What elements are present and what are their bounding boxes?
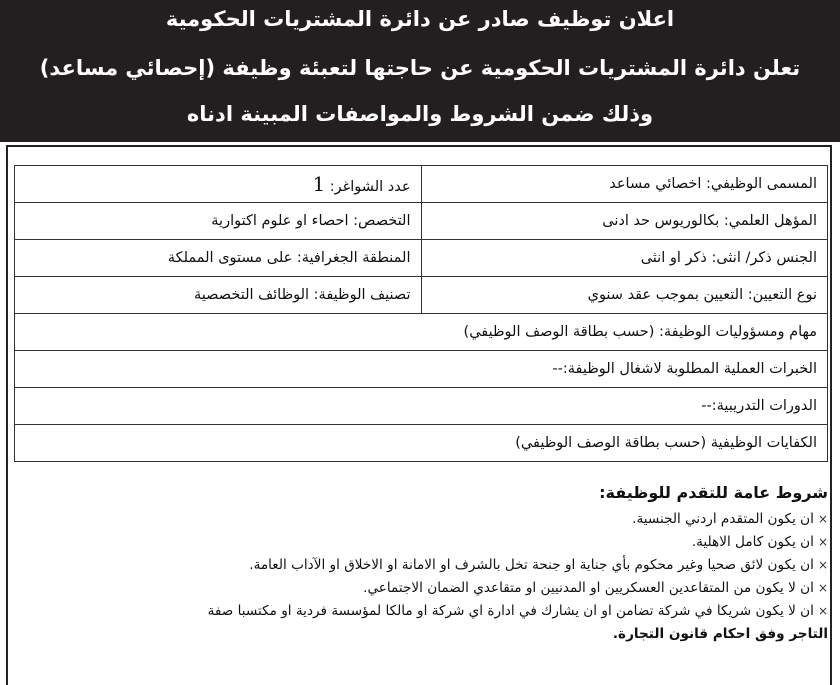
competencies-cell: الكفايات الوظيفية (حسب بطاقة الوصف الوظيفي) xyxy=(15,425,828,462)
x-icon: × xyxy=(817,535,828,549)
header-subtitle: تعلن دائرة المشتريات الحكومية عن حاجتها لتعبئة وظيفة (إحصائي مساعد) xyxy=(39,56,801,80)
vacancies-value: 1 xyxy=(312,172,326,196)
condition-text: ان يكون لائق صحيا وغير محكوم بأي جناية او جنحة تخل بالشرف او الامانة او الاخلاق او الآداب العامة. xyxy=(249,557,814,573)
duties-cell: مهام ومسؤوليات الوظيفة: (حسب بطاقة الوصف الوظيفي) xyxy=(15,314,828,351)
experience-cell: الخبرات العملية المطلوبة لاشغال الوظيفة:-- xyxy=(15,351,828,388)
qualification-cell: المؤهل العلمي: بكالوريوس حد ادنى xyxy=(421,203,828,240)
job-details-table xyxy=(14,165,828,462)
announcement-header xyxy=(0,0,840,142)
x-icon: × xyxy=(817,581,828,595)
table-row xyxy=(15,314,828,351)
x-icon: × xyxy=(817,558,828,572)
condition-item xyxy=(8,531,828,554)
vacancies-cell xyxy=(15,166,422,203)
condition-item xyxy=(8,554,828,577)
header-title: اعلان توظيف صادر عن دائرة المشتريات الحكومية xyxy=(165,7,675,31)
header-note: وذلك ضمن الشروط والمواصفات المبينة ادناه xyxy=(186,102,654,126)
training-cell: الدورات التدريبية:-- xyxy=(15,388,828,425)
job-title-cell: المسمى الوظيفي: اخصائي مساعد xyxy=(421,166,828,203)
table-row xyxy=(15,388,828,425)
x-icon: × xyxy=(817,604,828,618)
conditions-title: شروط عامة للتقدم للوظيفة: xyxy=(599,483,828,502)
x-icon: × xyxy=(817,512,828,526)
general-conditions xyxy=(8,478,828,646)
condition-text: ان يكون المتقدم اردني الجنسية. xyxy=(632,511,814,527)
table-row xyxy=(15,240,828,277)
job-classification-cell: تصنيف الوظيفة: الوظائف التخصصية xyxy=(15,277,422,314)
appointment-type-cell: نوع التعيين: التعيين بموجب عقد سنوي xyxy=(421,277,828,314)
condition-item xyxy=(8,600,828,623)
specialization-cell: التخصص: احصاء او علوم اكتوارية xyxy=(15,203,422,240)
condition-item xyxy=(8,577,828,600)
vacancies-label: عدد الشواغر: xyxy=(329,179,411,195)
condition-text: ان لا يكون من المتقاعدين العسكريين او المدنيين او متقاعدي الضمان الاجتماعي. xyxy=(363,580,814,596)
table-row xyxy=(15,203,828,240)
table-row xyxy=(15,277,828,314)
table-row xyxy=(15,166,828,203)
table-row xyxy=(15,351,828,388)
region-cell: المنطقة الجغرافية: على مستوى المملكة xyxy=(15,240,422,277)
condition-text: ان لا يكون شريكا في شركة تضامن او ان يشارك في ادارة اي شركة او مالكا لمؤسسة فردية او مكتسبا صفة xyxy=(207,603,814,619)
condition-text: ان يكون كامل الاهلية. xyxy=(691,534,814,550)
table-row xyxy=(15,425,828,462)
gender-cell: الجنس ذكر/ انثى: ذكر او انثى xyxy=(421,240,828,277)
condition-item xyxy=(8,508,828,531)
condition-continuation: التاجر وفق احكام قانون التجارة. xyxy=(612,626,828,642)
